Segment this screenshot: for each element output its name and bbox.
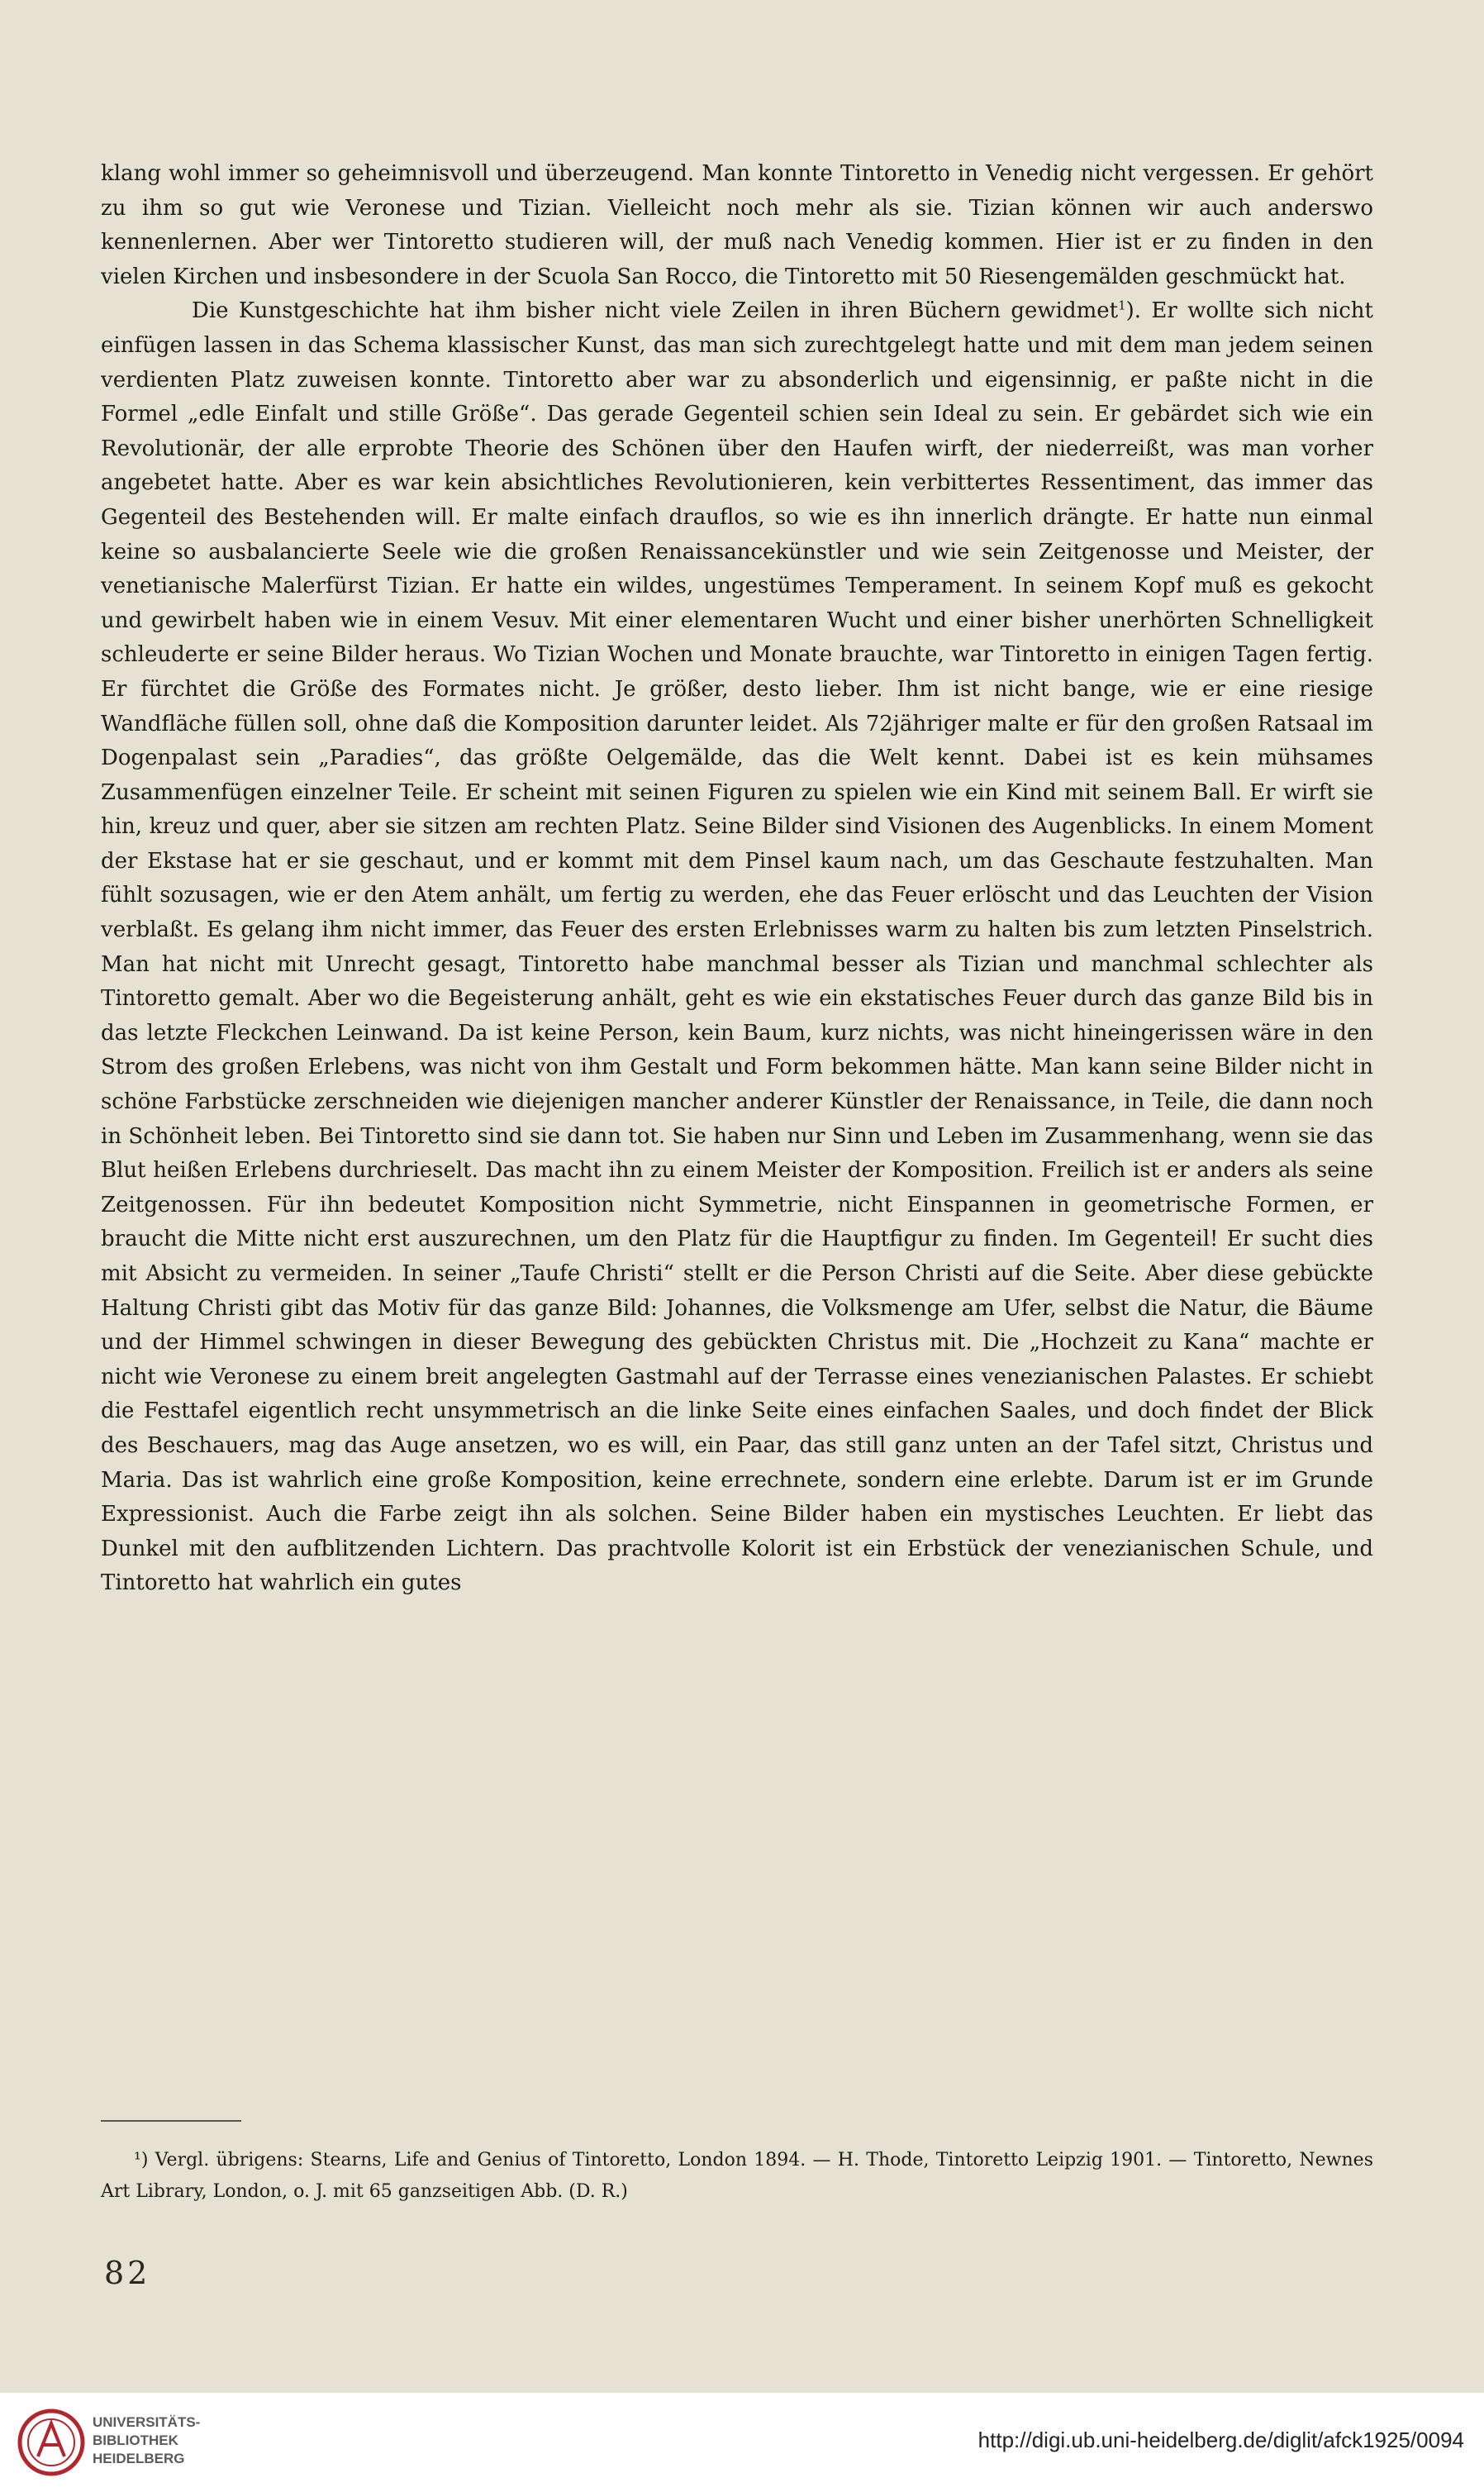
library-name-line-2: BIBLIOTHEK — [93, 2432, 178, 2448]
heidelberg-seal-icon — [15, 2407, 88, 2478]
library-name — [93, 2413, 200, 2468]
footnote-text: ¹) Vergl. übrigens: Stearns, Life and Genius of Tintoretto, London 1894. — H. Thode, Tintoretto Leipzig 1901. — Tintoretto, Newnes Art Library, London, o. J. mit 65 ganzseitigen Abb. (D. R.) — [101, 2150, 1373, 2202]
paragraph-2-start: Die Kunstgeschichte hat ihm bisher nicht viele Zeilen in ihren Büchern gewidmet — [192, 298, 1119, 324]
footnote-divider — [101, 2120, 241, 2122]
source-url-link[interactable]: http://digi.ub.uni-heidelberg.de/diglit/afck1925/0094 — [977, 2428, 1464, 2452]
paragraph-2-rest: ). Er wollte sich nicht einfügen lassen in das Schema klassischer Kunst, das man sich zurechtgelegt hatte und mit dem man jedem seinen verdienten Platz zuweisen konnte. Tintoretto aber war zu absonderlich und eigensinnig, er paßte nicht in die Formel „edle Einfalt und stille Größe“. Das gerade Gegenteil schien sein Ideal zu sein. Er gebärdet sich wie ein Revolutionär, der alle erprobte Theorie des Schönen über den Haufen wirft, der niederreißt, was man vorher angebetet hatte. Aber es war kein absichtliches Revolutionieren, kein verbittertes Ressentiment, das immer das Gegenteil des Bestehenden will. Er malte einfach drauflos, so wie es ihn innerlich drängte. Er hatte nun einmal keine so ausbalancierte Seele wie die großen Renaissancekünstler und wie sein Zeitgenosse und Meister, der venetianische Malerfürst Tizian. Er hatte ein wildes, ungestümes Temperament. In seinem Kopf muß es gekocht und gewirbelt haben wie in einem Vesuv. Mit einer elementaren Wucht und einer bisher unerhörten Schnelligkeit schleuderte er seine Bilder heraus. Wo Tizian Wochen und Monate brauchte, war Tintoretto in einigen Tagen fertig. Er fürchtet die Größe des Formates nicht. Je größer, desto lieber. Ihm ist nicht bange, wie er eine riesige Wandfläche füllen soll, ohne daß die Komposition darunter leidet. Als 72jähriger malte er für den großen Ratsaal im Dogenpalast sein „Paradies“, das größte Oelgemälde, das die Welt kennt. Dabei ist es kein mühsames Zusammenfügen einzelner Teile. Er scheint mit seinen Figuren zu spielen wie ein Kind mit seinem Ball. Er wirft sie hin, kreuz und quer, aber sie sitzen am rechten Platz. Seine Bilder sind Visionen des Augenblicks. In einem Moment der Ekstase hat er sie geschaut, und er kommt mit dem Pinsel kaum nach, um das Geschaute festzuhalten. Man fühlt sozusagen, wie er den Atem anhält, um fertig zu werden, ehe das Feuer erlöscht und das Leuchten der Vision verblaßt. Es gelang ihm nicht immer, das Feuer des ersten Erlebnisses warm zu halten bis zum letzten Pinselstrich. Man hat nicht mit Unrecht gesagt, Tintoretto habe manchmal besser als Tizian und manchmal schlechter als Tintoretto gemalt. Aber wo die Begeisterung anhält, geht es wie ein ekstatisches Feuer durch das ganze Bild bis in das letzte Fleckchen Leinwand. Da ist keine Person, kein Baum, kurz nichts, was nicht hineingerissen wäre in den Strom des großen Erlebens, was nicht von ihm Gestalt und Form bekommen hätte. Man kann seine Bilder nicht in schöne Farbstücke zerschneiden wie diejenigen mancher anderer Künstler der Renaissance, in Teile, die dann noch in Schönheit leben. Bei Tintoretto sind sie dann tot. Sie haben nur Sinn und Leben im Zusammenhang, wenn sie das Blut heißen Erlebens durchrieselt. Das macht ihn zu einem Meister der Komposition. Freilich ist er anders als seine Zeitgenossen. Für ihn bedeutet Komposition nicht Symmetrie, nicht Einspannen in geometrische Formen, er braucht die Mitte nicht erst auszurechnen, um den Platz für die Hauptfigur zu finden. Im Gegenteil! Er sucht dies mit Absicht zu vermeiden. In seiner „Taufe Christi“ stellt er die Person Christi auf die Seite. Aber diese gebückte Haltung Christi gibt das Motiv für das ganze Bild: Johannes, die Volksmenge am Ufer, selbst die Natur, die Bäume und der Himmel schwingen in dieser Bewegung des gebückten Christus mit. Die „Hochzeit zu Kana“ machte er nicht wie Veronese zu einem breit angelegten Gastmahl auf der Terrasse eines venezianischen Palastes. Er schiebt die Festtafel eigentlich recht unsymmetrisch an die linke Seite eines einfachen Saales, und doch findet der Blick des Beschauers, mag das Auge ansetzen, wo es will, ein Paar, das still ganz unten an der Tafel sitzt, Christus und Maria. Das ist wahrlich eine große Komposition, keine errechnete, sondern eine erlebte. Darum ist er im Grunde Expressionist. Auch die Farbe zeigt ihn als solchen. Seine Bilder haben ein mystisches Leuchten. Er liebt das Dunkel mit den aufblitzenden Lichtern. Das prachtvolle Kolorit ist ein Erbstück der venezianischen Schule, und Tintoretto hat wahrlich ein gutes — [101, 298, 1373, 1596]
paragraph-2 — [101, 294, 1373, 1601]
footnote — [101, 2145, 1373, 2208]
page-number: 82 — [104, 2255, 151, 2291]
body-text — [101, 157, 1373, 2120]
footnote-reference: 1 — [1118, 298, 1126, 313]
library-name-line-1: UNIVERSITÄTS- — [93, 2414, 201, 2430]
library-name-line-3: HEIDELBERG — [93, 2451, 185, 2466]
paragraph-1: klang wohl immer so geheimnisvoll und überzeugend. Man konnte Tintoretto in Venedig nicht vergessen. Er gehört zu ihm so gut wie Veronese und Tizian. Vielleicht noch mehr als sie. Tizian können wir auch anderswo kennenlernen. Aber wer Tintoretto studieren will, der muß nach Venedig kommen. Hier ist er zu finden in den vielen Kirchen und insbesondere in der Scuola San Rocco, die Tintoretto mit 50 Riesengemälden geschmückt hat. — [101, 161, 1373, 289]
